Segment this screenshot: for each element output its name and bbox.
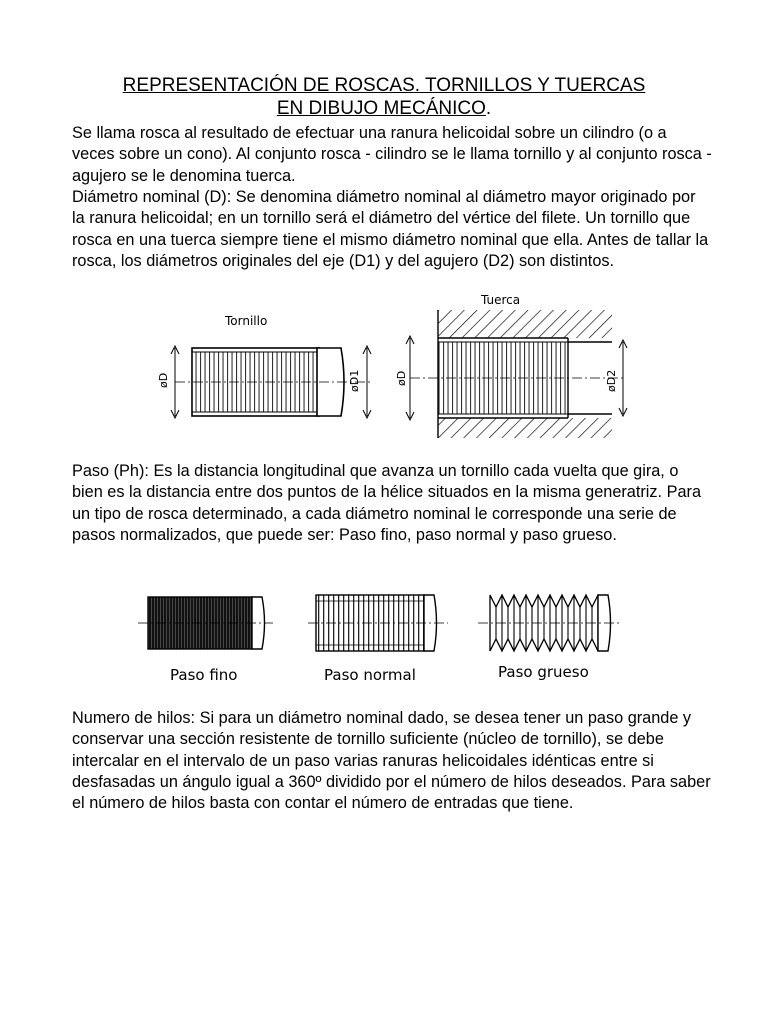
page-title bbox=[0, 74, 768, 120]
paso-fino-label: Paso fino bbox=[170, 666, 238, 684]
dim-d2: øD2 bbox=[605, 369, 618, 392]
paragraph-rosca: Se llama rosca al resultado de efectuar una ranura helicoidal sobre un cilindro (o a veces sobre un cono). Al conjunto rosca - cilindro se le llama tornillo y al conjunto rosca - agujero se le denomina tuerca. bbox=[72, 124, 712, 185]
tuerca-label: Tuerca bbox=[481, 293, 521, 307]
title-trail: . bbox=[485, 98, 492, 119]
figure-tipos-paso bbox=[138, 585, 628, 690]
paso-normal-label: Paso normal bbox=[324, 666, 416, 684]
tipos-paso-diagram bbox=[138, 585, 628, 690]
paragraph-diametro-nominal: Diámetro nominal (D): Se denomina diámetro nominal al diámetro mayor originado por la ranura helicoidal; en un tornillo será el diámetro del vértice del filete. Un tornillo que rosca en una tuerca siempre tiene el mismo diámetro nominal que ella. Antes de tallar la rosca, los diámetros originales del eje (D1) y del agujero (D2) son distintos. bbox=[72, 188, 709, 270]
title-line-1: REPRESENTACIÓN DE ROSCAS. TORNILLOS Y TUERCAS bbox=[122, 75, 646, 96]
paso-grueso-label: Paso grueso bbox=[498, 663, 589, 681]
tornillo-label: Tornillo bbox=[225, 314, 268, 328]
dim-d-right: øD bbox=[395, 370, 408, 386]
figure-tornillo-tuerca bbox=[155, 288, 635, 446]
paragraph-numero-hilos: Numero de hilos: Si para un diámetro nominal dado, se desea tener un paso grande y conservar una sección resistente de tornillo suficiente (núcleo de tornillo), se debe intercalar en el intervalo de un paso varias ranuras helicoidales idénticas entre si desfasadas un ángulo igual a 360º dividido por el número de hilos deseados. Para saber el número de hilos basta con contar el número de entradas que tiene. bbox=[72, 709, 711, 813]
paragraph-paso: Paso (Ph): Es la distancia longitudinal que avanza un tornillo cada vuelta que gira, o bien es la distancia entre dos puntos de la hélice situados en la misma generatriz. Para un tipo de rosca determinado, a cada diámetro nominal le corresponde una serie de pasos normalizados, que puede ser: Paso fino, paso normal y paso grueso. bbox=[72, 462, 701, 544]
tornillo-tuerca-diagram bbox=[155, 288, 635, 446]
dim-d1: øD1 bbox=[348, 369, 361, 392]
title-line-2: EN DIBUJO MECÁNICO bbox=[276, 98, 486, 119]
dim-d-left: øD bbox=[157, 372, 170, 388]
